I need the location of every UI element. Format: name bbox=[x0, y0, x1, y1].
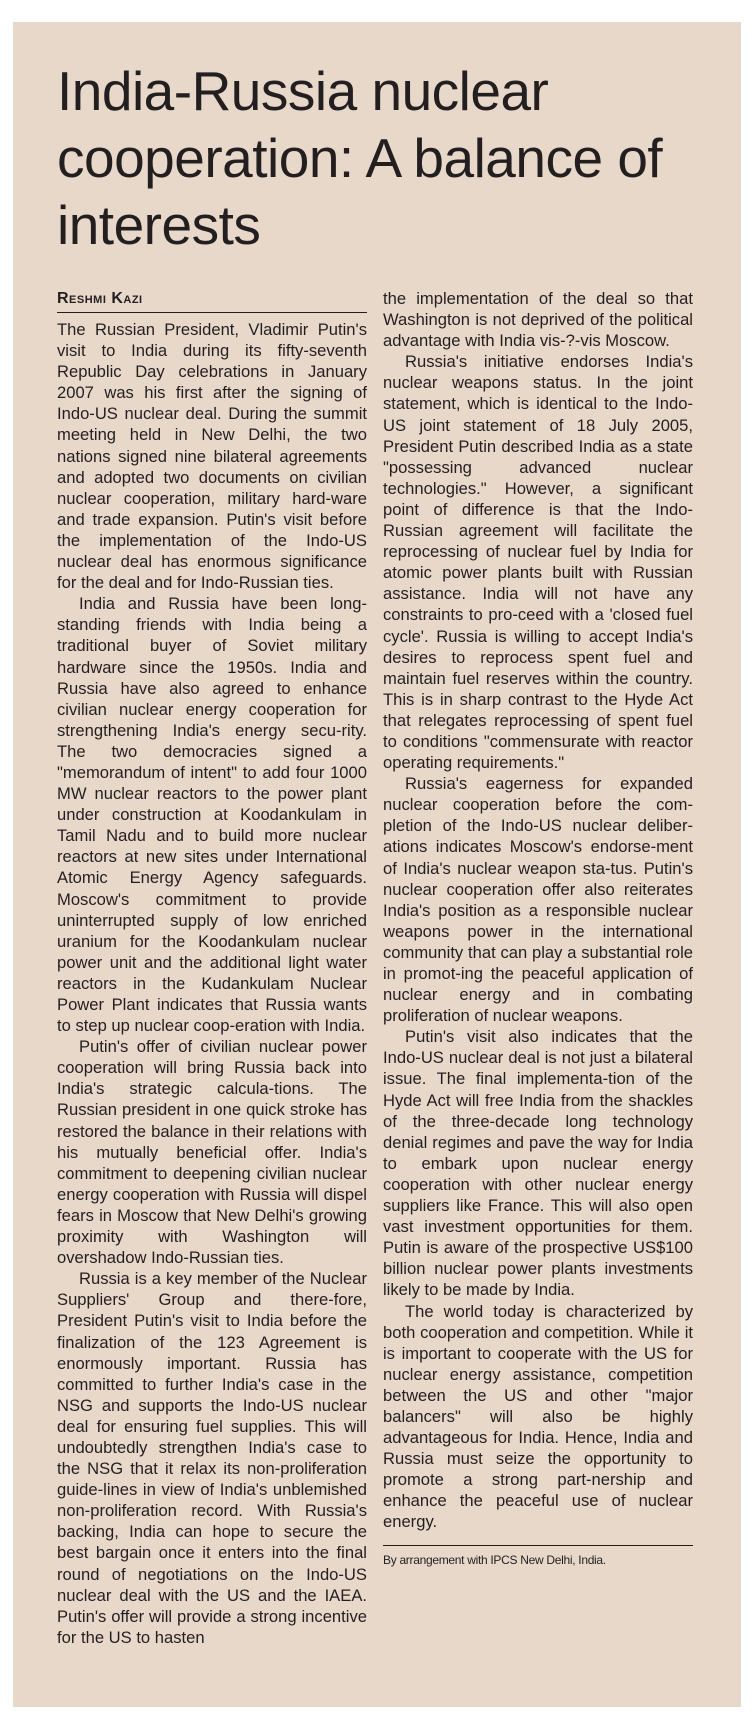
paragraph: The Russian President, Vladimir Putin's visit to India during its fifty-seventh Republic Day celebrations in January 2007 was his first after the signing of Indo-US nuclear deal. During the summit meeting held in New Delhi, the two nations signed nine bilateral agreements and adopted two documents on civilian nuclear cooperation, military hard-ware and trade expansion. Putin's visit before the implementation of the Indo-US nuclear deal has enormous significance for the deal and for Indo-Russian ties. bbox=[57, 320, 367, 593]
paragraph: India and Russia have been long-standing friends with India being a traditional buyer of Soviet military hardware since the 1950s. India and Russia have also agreed to enhance civilian nuclear energy cooperation for strengthening India's energy secu-rity. The two democracies signed a "memorandum of intent" to add four 1000 MW nuclear reactors to the power plant under construction at Koodankulam in Tamil Nadu and to build more nuclear reactors at new sites under International Atomic Energy Agency safeguards. Moscow's commitment to provide uninterrupted supply of low enriched uranium for the Koodankulam nuclear power unit and the additional light water reactors in the Kudankulam Nuclear Power Plant indicates that Russia wants to step up nuclear coop-eration with India. bbox=[57, 594, 367, 1036]
article-panel bbox=[13, 22, 741, 1707]
paragraph: Russia is a key member of the Nuclear Suppliers' Group and there-fore, President Putin's visit to India before the finalization of the 123 Agreement is enormously important. Russia has committed to further India's case in the NSG and supports the Indo-US nuclear deal for ensuring fuel supplies. This will undoubtedly strengthen India's case to the NSG that it relax its non-proliferation guide-lines in view of India's unblemished non-proliferation record. With Russia's backing, India can hope to secure the best bargain once it enters into the final round of negotiations on the Indo-US nuclear deal with the US and the IAEA. Putin's offer will provide a strong incentive for the US to hasten bbox=[57, 1269, 367, 1647]
paragraph: Russia's eagerness for expanded nuclear cooperation before the com-pletion of the Indo-US nuclear deliber-ations indicates Moscow's endorse-ment of India's nuclear weapon sta-tus. Putin's nuclear cooperation offer also reiterates India's position as a responsible nuclear weapons power in the international community that can play a substantial role in promot-ing the peaceful application of nuclear energy and in combating proliferation of nuclear weapons. bbox=[383, 774, 693, 1026]
left-column bbox=[57, 288, 367, 1648]
paragraph: The world today is characterized by both cooperation and competition. While it is important to cooperate with the US for nuclear energy assistance, competition between the US and other "major balancers" will also be highly advantageous for India. Hence, India and Russia must seize the opportunity to promote a strong part-nership and enhance the peaceful use of nuclear energy. bbox=[383, 1301, 693, 1532]
paragraph: Putin's visit also indicates that the Indo-US nuclear deal is not just a bilateral issue. The final implementa-tion of the Hyde Act will free India from the shackles of the three-decade long technology denial regimes and pave the way for India to embark upon nuclear energy cooperation with other nuclear energy suppliers like France. This will also open vast investment opportunities for them. Putin is aware of the prospective US$100 billion nuclear power plants investments likely to be made by India. bbox=[383, 1027, 693, 1300]
source-credit: By arrangement with IPCS New Delhi, India. bbox=[383, 1545, 693, 1568]
paragraph: Putin's offer of civilian nuclear power cooperation will bring Russia back into India's strategic calcula-tions. The Russian president in one quick stroke has restored the balance in their relations with his mutually beneficial offer. India's commitment to deepening civilian nuclear energy cooperation with Russia will dispel fears in Moscow that New Delhi's growing proximity with Washington will overshadow Indo-Russian ties. bbox=[57, 1037, 367, 1268]
paragraph: the implementation of the deal so that Washington is not deprived of the political advantage with India vis-?-vis Moscow. bbox=[383, 289, 693, 351]
right-column bbox=[383, 288, 693, 1568]
author-byline: Reshmi Kazi bbox=[57, 288, 367, 313]
article-headline: India-Russia nuclear cooperation: A balance of interests bbox=[57, 60, 663, 256]
paragraph: Russia's initiative endorses India's nuclear weapons status. In the joint statement, which is identical to the Indo-US joint statement of 18 July 2005, President Putin described India as a state "possessing advanced nuclear technologies." However, a significant point of difference is that the Indo-Russian agreement will facilitate the reprocessing of nuclear fuel by India for atomic power plants built with Russian assistance. India will not have any constraints to pro-ceed with a 'closed fuel cycle'. Russia is willing to accept India's desires to reprocess spent fuel and maintain fuel reserves within the country. This is in sharp contrast to the Hyde Act that relegates reprocessing of spent fuel to conditions "commensurate with reactor operating requirements." bbox=[383, 352, 693, 773]
